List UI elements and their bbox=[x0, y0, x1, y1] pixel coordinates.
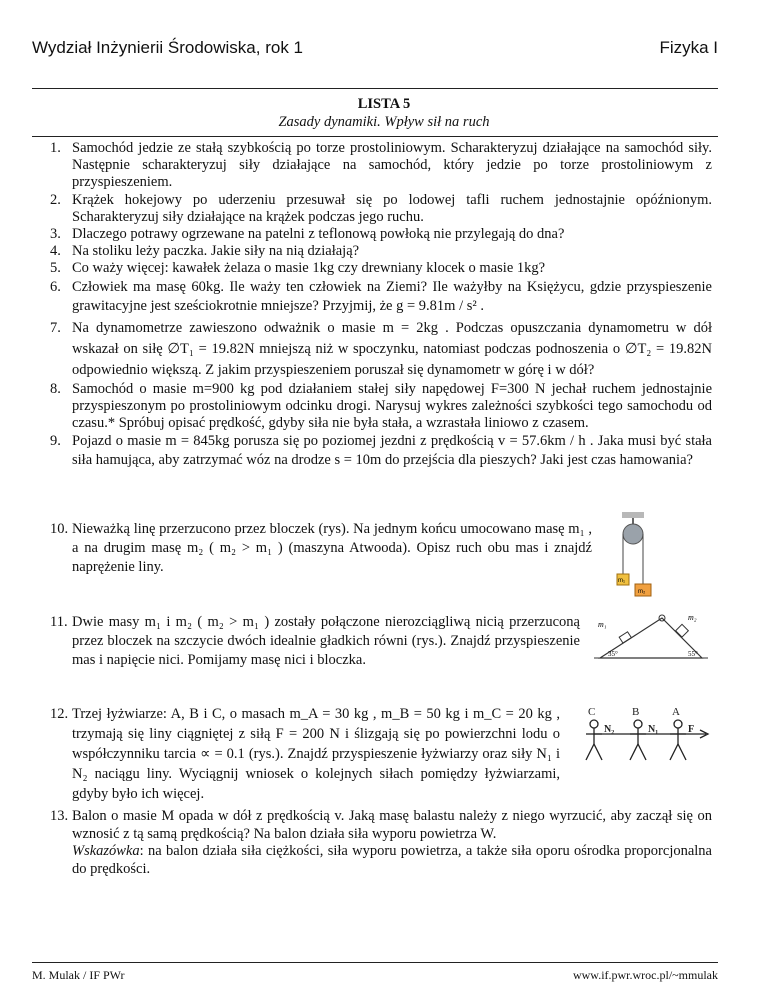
hint-text: : na balon działa siła ciężkości, siła wyporu powietrza, a także siła oporu ośrodka proporcjonalna do prędkości. bbox=[72, 843, 712, 877]
label-skater-a: A bbox=[672, 706, 680, 718]
page-header bbox=[32, 38, 718, 62]
problem-item: 1. Samochód jedzie ze stałą szybkością po torze prostoliniowym. Scharakteryzuj działające na samochód siły. Następnie scharakteryzuj siły działające na samochód, który jedzie po torze prostoliniowym z przyspieszeniem. bbox=[50, 140, 712, 191]
problem-item: 4. Na stoliku leży paczka. Jakie siły na nią działają? bbox=[50, 243, 360, 260]
label-n2: N₂ bbox=[604, 724, 615, 735]
header-faculty: Wydział Inżynierii Środowiska, rok 1 bbox=[32, 38, 303, 57]
header-course: Fizyka I bbox=[659, 38, 718, 57]
pulley-wheel bbox=[623, 524, 643, 544]
label-m1: m₁ bbox=[618, 578, 626, 584]
skater-c bbox=[586, 720, 602, 760]
footer-author: M. Mulak / IF PWr bbox=[32, 968, 125, 982]
footer-url: www.if.pwr.wroc.pl/~mmulak bbox=[572, 968, 718, 982]
problem-item: 12. Trzej łyżwiarze: A, B i C, o masach m_A = 30 kg , m_B = 50 kg i m_C = 20 kg , trzymają się liny ciągniętej z siłą F = 200 N i ślizgają się po powierzchni lodu o współczynniku tarcia ∝ = 0.1 (rys.). Znajdź przyspieszenie łyżwiarzy oraz siły N₁ i N₂ naciągu liny. Wyciągnij wniosek o kolejnych siłach pomiędzy łyżwiarzami, gdyby było ich więcej. bbox=[50, 706, 560, 802]
mass-m1-block bbox=[619, 632, 631, 643]
problem-item: 9. Pojazd o masie m = 845kg porusza się po poziomej jezdni z prędkością v = 57.6km / h . Jaka musi być stała siła hamująca, aby zatrzymać wóz na drodze s = 10m do przejścia dla pieszych? Jaki jest czas hamowania? bbox=[50, 433, 712, 469]
inclined-planes-figure bbox=[590, 610, 712, 666]
label-m2: m₂ bbox=[638, 589, 646, 595]
skater-b bbox=[630, 720, 646, 760]
label-m1: m₁ bbox=[598, 620, 607, 629]
angle-left: 35° bbox=[608, 650, 618, 658]
problem-item: 2. Krążek hokejowy po uderzeniu przesuwał się po lodowej tafli ruchem jednostajnie opóźnionym. Scharakteryzuj siły działające na krążek podczas jego ruchu. bbox=[50, 191, 712, 225]
problem-item: 7. Na dynamometrze zawieszono odważnik o masie m = 2kg . Podczas opuszczania dynamometru w dół wskazał on siłę ∅T₁ = 19.82N mniejszą niż w spoczynku, natomiast podczas podnoszenia o ∅T₂ = 19.82N odpowiednio większą. Z jakim przyspieszeniem poruszał się dynamometr w górę i w dół? bbox=[50, 319, 712, 378]
problem-item: 11. Dwie masy m₁ i m₂ ( m₂ > m₁ ) zostały połączone nierozciągliwą nicią przerzuconą przez bloczek na szczycie dwóch idealnie gładkich równi (rys.). Znajdź przyspieszenie mas i napięcie nici. Pomijamy masę nici i bloczka. bbox=[50, 614, 580, 668]
problem-item: 5. Co waży więcej: kawałek żelaza o masie 1kg czy drewniany klocek o masie 1kg? bbox=[50, 260, 546, 277]
footer-rule bbox=[32, 962, 718, 963]
problem-item: 8. Samochód o masie m=900 kg pod działaniem stałej siły napędowej F=300 N jechał ruchem jednostajnie przyspieszonym po prostoliniowym odcinku drogi. Narysuj wykres zależności szybkości tego samochodu od czasu.* Spróbuj opisać prędkość, gdyby siła nie była stała, a wzrastała liniowo z czasem. bbox=[50, 380, 712, 432]
page-subtitle: Zasady dynamiki. Wpływ sił na ruch bbox=[278, 114, 490, 130]
skaters-figure bbox=[574, 704, 714, 766]
atwood-machine-figure bbox=[604, 512, 668, 598]
header-rule bbox=[32, 88, 718, 89]
label-f: F bbox=[688, 724, 695, 735]
hint-label: Wskazówka bbox=[72, 843, 140, 859]
label-skater-b: B bbox=[632, 706, 640, 718]
skater-a bbox=[670, 720, 686, 760]
label-n1: N₁ bbox=[648, 724, 659, 735]
label-skater-c: C bbox=[588, 706, 596, 718]
angle-right: 55° bbox=[688, 650, 698, 658]
problem-item: 6. Człowiek ma masę 60kg. Ile waży ten człowiek na Ziemi? Ile ważyłby na Księżycu, gdzie przyspieszenie grawitacyjne jest sześciokrotnie mniejsze? Przyjmij, że g = 9.81m / s² . bbox=[50, 278, 712, 314]
mass-m2-block bbox=[676, 624, 689, 637]
problem-list bbox=[50, 140, 712, 470]
page-title: LISTA 5 bbox=[357, 96, 411, 112]
title-rule bbox=[32, 136, 718, 137]
problem-item: 13. Balon o masie M opada w dół z prędkością v. Jaką masę balastu należy z niego wyrzucić, aby zaczął się on wznosić z tą samą prędkością? Na balon działa siła wyporu powietrza W. Wskazówka: na balon działa siła ciężkości, siła wyporu powietrza, a także siła oporu ośrodka proporcjonalna do prędkości. bbox=[50, 808, 712, 877]
problem-item: 10. Nieważką linę przerzucono przez bloczek (rys). Na jednym końcu umocowano masę m₁ , a na drugim masę m₂ ( m₂ > m₁ ) (maszyna Atwooda). Opisz ruch obu mas i znajdź naprężenie liny. bbox=[50, 521, 592, 575]
problem-item: 3. Dlaczego potrawy ogrzewane na patelni z teflonową powłoką nie przylegają do dna? bbox=[50, 226, 565, 243]
ceiling-mount bbox=[622, 512, 644, 518]
label-m2: m₂ bbox=[688, 613, 697, 622]
